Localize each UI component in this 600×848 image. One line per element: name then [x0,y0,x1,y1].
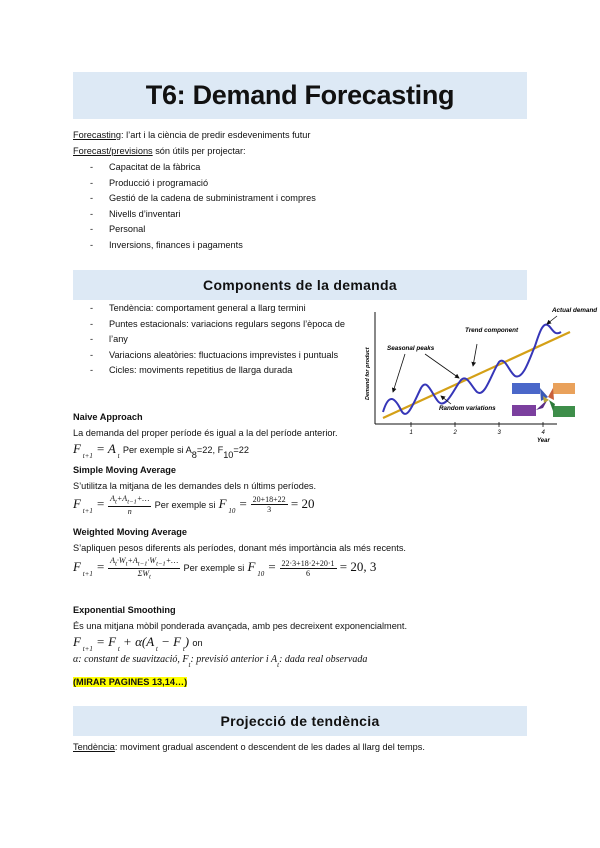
sma-formula: F $_{t+1}$ = $\frac{A_t+A_{t-1}+\dots}{n}$ Per exemple si F $_{10}$ = $\frac{20+18+22}{3}$ = 20 [73,494,315,516]
es-text: És una mitjana mòbil ponderada avançada, amb pes decreixent exponencialment. [73,621,408,631]
random-variations-annotation: Random variations [439,405,496,412]
forecast-uses-list [90,160,316,253]
trend-heading: Projecció de tendència [220,713,380,729]
trend-annotation: Trend component [465,327,519,334]
naive-example-sub2: 10 [223,450,234,460]
wma-heading: Weighted Moving Average [73,527,188,537]
sma-example: Per exemple si [154,499,216,510]
naive-example-sub: 8 [191,450,197,460]
x-tick-label: 1 [409,430,413,436]
es-legend-start: α: constant de suavització, F [73,654,189,665]
list-item: - Nivells d’inventari [90,207,316,223]
title-banner [73,72,527,119]
wma-text: S’apliquen pesos diferents als períodes, donant més importància als més recents. [73,543,406,553]
list-item: - Variacions aleatòries: fluctuacions imprevistes i puntuals [90,348,345,364]
x-tick-label: 2 [453,430,457,436]
actual-demand-annotation: Actual demand [552,307,598,314]
trend-banner [73,706,527,736]
list-item: - Personal [90,222,316,238]
sma-calc-den: 3 [267,505,272,515]
es-legend-end: : dada real observada [279,654,368,665]
list-item-continuation: l’any [109,334,128,344]
es-note-highlight: (MIRAR PAGINES 13,14…) [73,677,188,687]
forecast-definition [73,144,246,160]
wma-calc-num: 22·3+18·2+20·1 [281,558,335,568]
es-heading: Exponential Smoothing [73,605,176,615]
forecasting-text: : l’art i la ciència de predir esdeveniments futur [121,130,311,140]
list-item: - Tendència: comportament general a llarg termini [90,301,345,317]
actual-demand-line [383,325,561,414]
es-legend: α: constant de suavització, $F_t$: previsió anterior i $A_t$: dada real observada [73,654,368,669]
naive-example: Per exemple si A [122,445,192,455]
wma-calc-den: 6 [306,568,311,578]
trend-text: : moviment gradual ascendent o descendent de les dades al llarg del temps. [114,742,425,752]
forecast-label: Forecast/previsions [73,146,153,156]
sma-calc-num: 20+18+22 [252,495,286,505]
components-heading: Components de la demanda [203,277,397,293]
seasonal-peaks-annotation: Seasonal peaks [387,345,435,352]
trend-definition [73,740,425,756]
list-item [90,332,345,348]
es-on: on [192,638,203,648]
components-banner [73,270,527,300]
naive-example-end: =22 [233,445,250,455]
components-star-diagram [512,383,575,417]
list-item: - Puntes estacionals: variacions regulars segons l’època de [90,317,345,333]
sma-text: S’utilitza la mitjana de les demandes dels n últims períodes. [73,481,317,491]
es-formula: F $_{t+1}$ = F $_t$ + α(A $_t$ − F $_t$) on [73,634,203,653]
naive-example-value: =22, F [196,445,224,455]
list-item: - Capacitat de la fàbrica [90,160,316,176]
components-list [90,301,345,379]
list-item: - Cicles: moviments repetitius de llarga durada [90,363,345,379]
wma-formula: F $_{t+1}$ = $\frac{A_t\cdot W_t+A_{t-1}\cdot W_{t-1}+\dots}{\Sigma W_t}$ Per exemple si F $_{10}$ = $\frac{22\cdot 3+18\cdot 2+20\cdot 1}{6}$ = 20, 3 [73,556,377,581]
forecasting-label: Forecasting [73,130,122,140]
naive-heading: Naive Approach [73,412,143,422]
list-item: - Gestió de la cadena de subministrament i compres [90,191,316,207]
sma-heading: Simple Moving Average [73,465,176,475]
x-tick-label: 4 [541,430,545,436]
forecast-text: són útils per projectar: [152,146,246,156]
x-axis-label: Year [537,438,550,444]
page-title: T6: Demand Forecasting [145,80,455,110]
es-legend-mid: : previsió anterior i A [190,654,278,665]
naive-text: La demanda del proper període és igual a la del període anterior. [73,428,338,438]
es-note [73,675,187,691]
list-item: - Producció i programació [90,176,316,192]
demand-components-figure [365,300,598,450]
naive-formula: F $_{t+1}$ = A $_t$ Per exemple si $A_8=22$, $F_{10}=22$ [73,441,250,460]
wma-result: = 20, 3 [339,559,377,575]
trend-label: Tendència [73,742,115,752]
list-item: - Inversions, finances i pagaments [90,238,316,254]
y-axis-label: Demand for product [365,347,371,400]
sma-result: = 20 [290,495,315,511]
wma-example: Per exemple si [183,563,245,574]
x-tick-label: 3 [497,430,501,436]
forecasting-definition [73,128,310,144]
